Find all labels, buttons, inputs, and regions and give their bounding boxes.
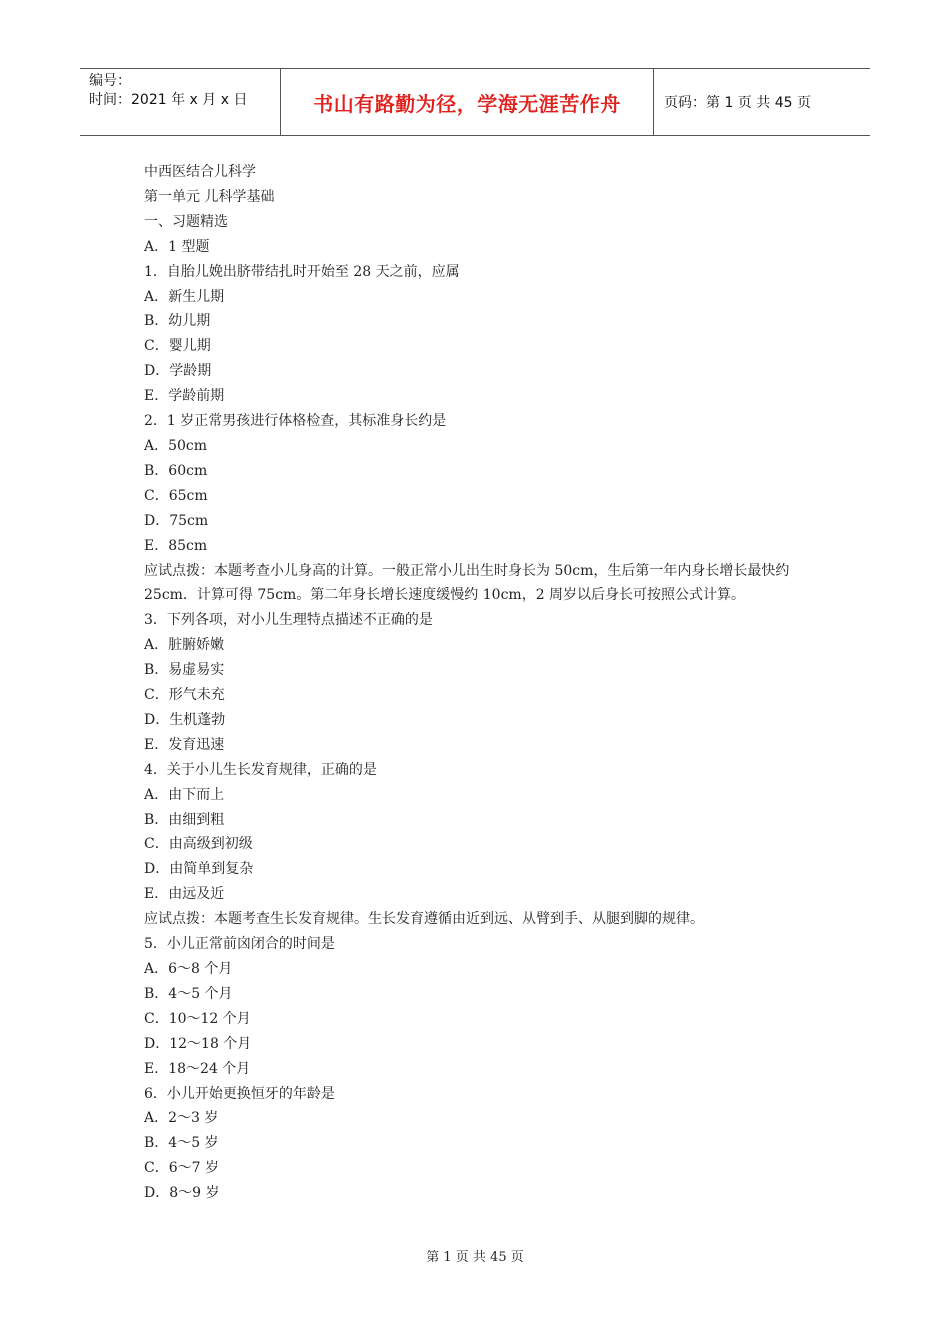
option: B．由细到粗 [144,811,225,828]
option: A．6～8 个月 [144,961,233,977]
option: C．10～12 个月 [144,1010,251,1027]
option: D．75cm [144,512,209,529]
option: A．新生儿期 [144,288,225,305]
header-page-info: 页码：第 1 页 共 45 页 [664,95,811,111]
option: C．形气未充 [144,687,225,704]
question-3: 3．下列各项，对小儿生理特点描述不正确的是 [144,612,433,629]
option: D．由简单到复杂 [144,861,254,878]
option: B．幼儿期 [144,313,211,330]
option: A．50cm [144,437,208,454]
section-heading: 一、习题精选 [144,213,228,230]
option: D．生机蓬勃 [144,711,226,728]
option: E．85cm [144,537,208,554]
doc-title: 中西医结合儿科学 [144,164,256,180]
option: A．脏腑娇嫩 [144,637,225,654]
question-1: 1．自胎儿娩出脐带结扎时开始至 28 天之前，应属 [144,263,460,280]
answer-tip: 应试点拨：本题考查小儿身高的计算。一般正常小儿出生时身长为 50cm，生后第一年内身长增长最快约 25cm．计算可得 75cm。第二年身长增长速度缓慢约 10cm，2 周岁以后身长可按照公式计算。 [144,562,790,604]
option: E．发育迅速 [144,736,225,753]
option: B．易虚易实 [144,662,225,679]
option: A．由下而上 [144,786,225,803]
header-meta [80,69,281,135]
document-number-label: 编号： [89,73,131,89]
question-type: A．1 型题 [144,238,210,255]
option: E．学龄前期 [144,388,225,405]
question-5: 5．小儿正常前囟闭合的时间是 [144,936,335,953]
page-footer: 第 1 页 共 45 页 [426,1250,524,1265]
question-2: 2．1 岁正常男孩进行体格检查，其标准身长约是 [144,413,447,430]
option: C．由高级到初级 [144,836,253,853]
option: C．6～7 岁 [144,1160,219,1177]
option: C．65cm [144,487,208,504]
document-date: 时间：2021 年 x 月 x 日 [89,92,248,108]
option: D．学龄期 [144,363,212,380]
option: C．婴儿期 [144,338,211,355]
answer-tip: 应试点拨：本题考查生长发育规律。生长发育遵循由近到远、从臂到手、从腿到脚的规律。 [144,911,704,928]
option: E．18～24 个月 [144,1060,251,1077]
option: E．由远及近 [144,886,225,903]
option: D．8～9 岁 [144,1185,220,1202]
document-body [144,160,814,1206]
header-motto: 书山有路勤为径，学海无涯苦作舟 [281,69,654,135]
unit-heading: 第一单元 儿科学基础 [144,188,275,205]
question-4: 4．关于小儿生长发育规律，正确的是 [144,761,377,778]
option: B．4～5 岁 [144,1135,219,1152]
option: D．12～18 个月 [144,1035,252,1052]
question-6: 6．小儿开始更换恒牙的年龄是 [144,1085,335,1102]
page-header [80,68,870,136]
option: B．4～5 个月 [144,985,233,1002]
option: B．60cm [144,462,208,479]
option: A．2～3 岁 [144,1110,219,1127]
